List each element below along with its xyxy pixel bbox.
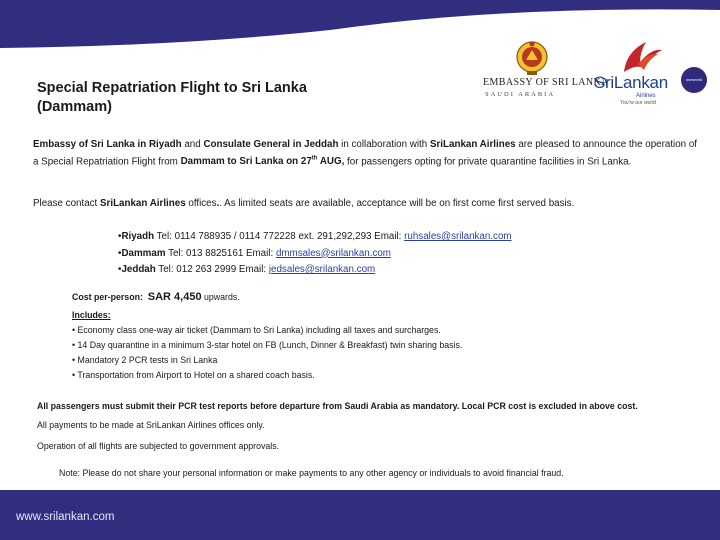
- office-details: Tel: 012 263 2999 Email:: [155, 264, 269, 275]
- footer-url: www.srilankan.com: [16, 511, 115, 523]
- title-line-2: (Dammam): [37, 99, 112, 115]
- includes-item: • Economy class one-way air ticket (Dammam to Sri Lanka) including all taxes and surcharges.: [72, 325, 441, 335]
- sri-lanka-emblem-icon: [512, 38, 552, 78]
- oneworld-logo: [681, 67, 707, 93]
- bullet-icon: •: [118, 247, 122, 259]
- includes-item: • Transportation from Airport to Hotel on a shared coach basis.: [72, 370, 315, 380]
- intro-airline: SriLankan Airlines: [429, 139, 516, 150]
- email-link-dammam[interactable]: dmmsales@srilankan.com: [275, 247, 391, 259]
- intro-text-4: for passengers opting for private quarantine facilities in Sri Lanka.: [344, 156, 632, 168]
- embassy-location: SAUDI ARABIA: [485, 91, 556, 98]
- approvals-notice: Operation of all flights are subjected to government approvals.: [37, 441, 280, 451]
- office-riyadh: [118, 229, 678, 246]
- includes-section: [72, 308, 672, 383]
- contact-airline: SriLankan Airlines: [100, 198, 186, 209]
- contact-text-1: Please contact: [33, 198, 100, 209]
- contact-paragraph: Please contact SriLankan Airlines offices.. As limited seats are available, acceptance will be on first come first served basis.: [33, 198, 575, 209]
- srilankan-logo-text: SriLankan: [594, 73, 668, 92]
- intro-route: Dammam to Sri Lanka on 27: [180, 156, 312, 168]
- page-title: [37, 79, 307, 117]
- contact-text-3: . As limited seats are available, acceptance will be on first come first served basis.: [219, 198, 575, 209]
- office-city: Dammam: [121, 247, 166, 259]
- footer-band: [0, 490, 720, 540]
- intro-route-tail: AUG,: [317, 156, 345, 168]
- office-city: Jeddah: [121, 264, 156, 275]
- intro-text-1: and: [181, 139, 204, 150]
- office-dammam: [118, 246, 678, 263]
- intro-consulate: Consulate General in Jeddah: [203, 139, 339, 150]
- bullet-icon: •: [118, 264, 122, 275]
- embassy-name: EMBASSY OF SRI LANKA: [483, 77, 609, 88]
- srilankan-peacock-icon: [616, 38, 666, 74]
- includes-heading: Includes:: [72, 310, 111, 320]
- srilankan-tagline: You're our world: [620, 100, 656, 106]
- office-details: Tel: 0114 788935 / 0114 772228 ext. 291,292,293 Email:: [154, 231, 405, 242]
- intro-route-sup: th: [311, 156, 318, 162]
- cost-line: [72, 290, 572, 305]
- logo-group: [476, 38, 712, 108]
- oneworld-logo-text: oneworld: [685, 77, 703, 82]
- office-list: [118, 229, 678, 279]
- office-details: Tel: 013 8825161 Email:: [165, 247, 276, 259]
- intro-text-3: are pleased to announce the operation of a Special Repatriation Flight from: [33, 139, 698, 168]
- cost-suffix: upwards.: [201, 292, 240, 302]
- cost-value: SAR 4,450: [147, 291, 202, 303]
- bullet-icon: •: [118, 231, 122, 242]
- contact-text-2: offices: [185, 198, 217, 209]
- fraud-note: Note: Please do not share your personal information or make payments to any other agency or individuals to avoid financial fraud.: [59, 468, 564, 478]
- includes-item: • 14 Day quarantine in a minimum 3-star hotel on FB (Lunch, Dinner & Breakfast) twin sharing basis.: [72, 340, 463, 350]
- intro-text-2: in collaboration with: [338, 139, 430, 150]
- includes-item: • Mandatory 2 PCR tests in Sri Lanka: [72, 355, 218, 365]
- pcr-notice: All passengers must submit their PCR test reports before departure from Saudi Arabia as mandatory. Local PCR cost is excluded in above cost.: [37, 401, 638, 411]
- office-jeddah: [118, 262, 678, 279]
- srilankan-airlines-text: Airlines: [636, 93, 656, 99]
- email-link-jeddah[interactable]: jedsales@srilankan.com: [268, 264, 376, 275]
- email-link-riyadh[interactable]: ruhsales@srilankan.com: [404, 231, 512, 242]
- title-line-1: Special Repatriation Flight to Sri Lanka: [37, 80, 307, 96]
- intro-embassy: Embassy of Sri Lanka in Riyadh: [33, 139, 182, 150]
- payments-notice: All payments to be made at SriLankan Airlines offices only.: [37, 420, 265, 430]
- cost-label: Cost per-person:: [72, 292, 143, 302]
- intro-paragraph: [33, 137, 698, 169]
- office-city: Riyadh: [121, 231, 155, 242]
